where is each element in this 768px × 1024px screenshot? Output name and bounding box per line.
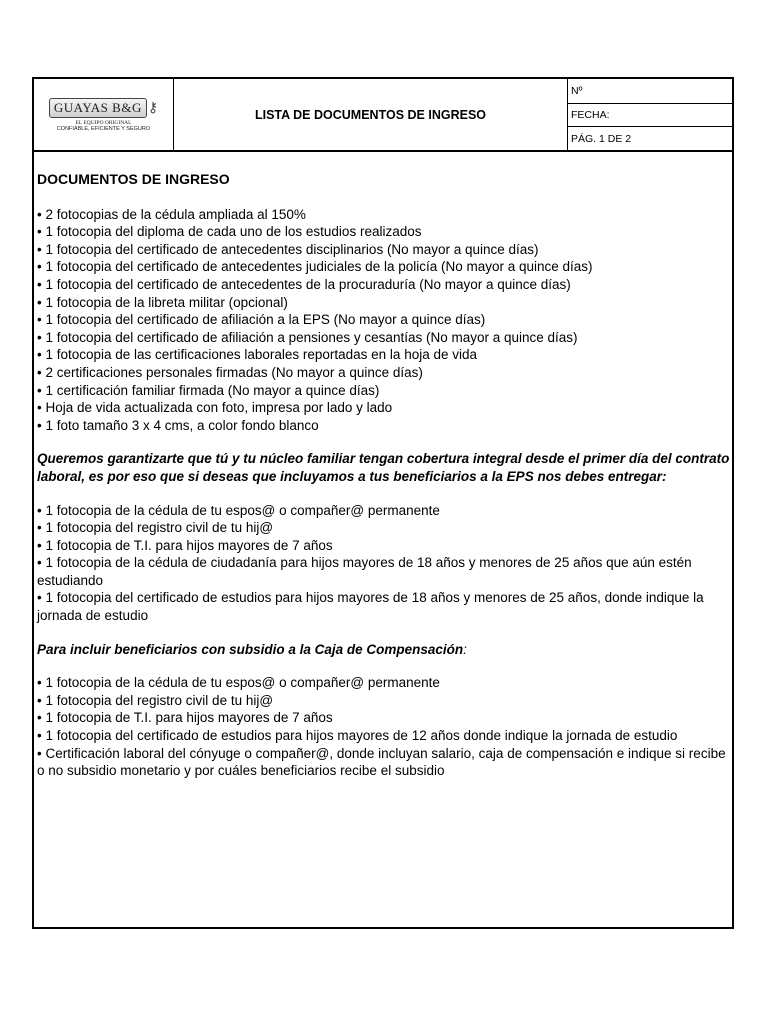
logo-slogan-line1: EL EQUIPO ORIGINAL [75, 119, 132, 126]
date-field: FECHA: [568, 103, 734, 127]
list-item: • Hoja de vida actualizada con foto, impresa por lado y lado [37, 400, 393, 416]
logo-cell [34, 79, 174, 150]
document-header [34, 79, 732, 152]
list-item: • 1 fotocopia de la libreta militar (opcional) [37, 294, 288, 310]
list-item: • 1 fotocopia del diploma de cada uno de los estudios realizados [37, 224, 422, 240]
list-item: • 1 fotocopia del registro civil de tu hij@ [37, 520, 274, 536]
caja-beneficiaries-list [37, 674, 731, 780]
caja-intro-paragraph [37, 641, 731, 659]
eps-intro-paragraph: Queremos garantizarte que tú y tu núcleo familiar tengan cobertura integral desde el primer día del contrato laboral, es por eso que si deseas que incluyamos a tus beneficiarios a la EPS nos debes entregar: [37, 451, 730, 484]
list-item: • 1 fotocopia de las certificaciones laborales reportadas en la hoja de vida [37, 347, 477, 363]
document-body [37, 171, 731, 780]
list-item: • Certificación laboral del cónyuge o compañer@, donde incluyan salario, caja de compensación e indique si recibe o no subsidio monetario y por cuáles beneficiarios recibe el subsidio [37, 745, 726, 779]
logo-brand-text: GUAYAS B&G [49, 98, 147, 118]
list-item: • 1 fotocopia de la cédula de tu espos@ o compañer@ permanente [37, 502, 440, 518]
list-item: • 1 fotocopia del certificado de antecedentes disciplinarios (No mayor a quince días) [37, 241, 539, 257]
list-item: • 2 fotocopias de la cédula ampliada al 150% [37, 206, 306, 222]
list-item: • 1 fotocopia del certificado de antecedentes judiciales de la policía (No mayor a quince días) [37, 259, 593, 275]
number-field: Nº [571, 84, 583, 97]
list-item: • 2 certificaciones personales firmadas (No mayor a quince días) [37, 364, 423, 380]
list-item: • 1 fotocopia del certificado de afiliación a la EPS (No mayor a quince días) [37, 312, 486, 328]
eps-beneficiaries-list [37, 502, 731, 625]
document-page [32, 77, 734, 929]
list-item: • 1 fotocopia de T.I. para hijos mayores de 7 años [37, 537, 333, 553]
list-item: • 1 fotocopia del registro civil de tu hij@ [37, 692, 274, 708]
list-item: • 1 fotocopia de la cédula de ciudadanía para hijos mayores de 18 años y menores de 25 años que aún estén estudiando [37, 555, 692, 588]
list-item: • 1 fotocopia del certificado de afiliación a pensiones y cesantías (No mayor a quince días) [37, 329, 578, 345]
logo-slogan-line2: CONFIABLE, EFICIENTE Y SEGURO [56, 125, 151, 132]
caja-intro-text: Para incluir beneficiarios con subsidio a la Caja de Compensación [37, 641, 464, 657]
list-item: • 1 fotocopia del certificado de antecedentes de la procuraduría (No mayor a quince días) [37, 276, 571, 292]
company-logo [49, 98, 158, 132]
list-item: • 1 fotocopia de T.I. para hijos mayores de 7 años [37, 710, 333, 726]
required-documents-list [37, 206, 731, 435]
page-number: PÁG. 1 DE 2 [568, 126, 734, 150]
document-title: LISTA DE DOCUMENTOS DE INGRESO [174, 79, 568, 150]
list-item: • 1 fotocopia de la cédula de tu espos@ o compañer@ permanente [37, 675, 440, 691]
caja-intro-suffix: : [463, 641, 467, 657]
list-item: • 1 foto tamaño 3 x 4 cms, a color fondo blanco [37, 417, 319, 433]
key-icon: ⚷ [147, 99, 159, 115]
list-item: • 1 certificación familiar firmada (No mayor a quince días) [37, 382, 380, 398]
section-title: DOCUMENTOS DE INGRESO [37, 171, 230, 187]
meta-cell [568, 79, 734, 150]
list-item: • 1 fotocopia del certificado de estudios para hijos mayores de 18 años y menores de 25 años, donde indique la jornada de estudio [37, 590, 704, 624]
list-item: • 1 fotocopia del certificado de estudios para hijos mayores de 12 años donde indique la jornada de estudio [37, 728, 678, 744]
